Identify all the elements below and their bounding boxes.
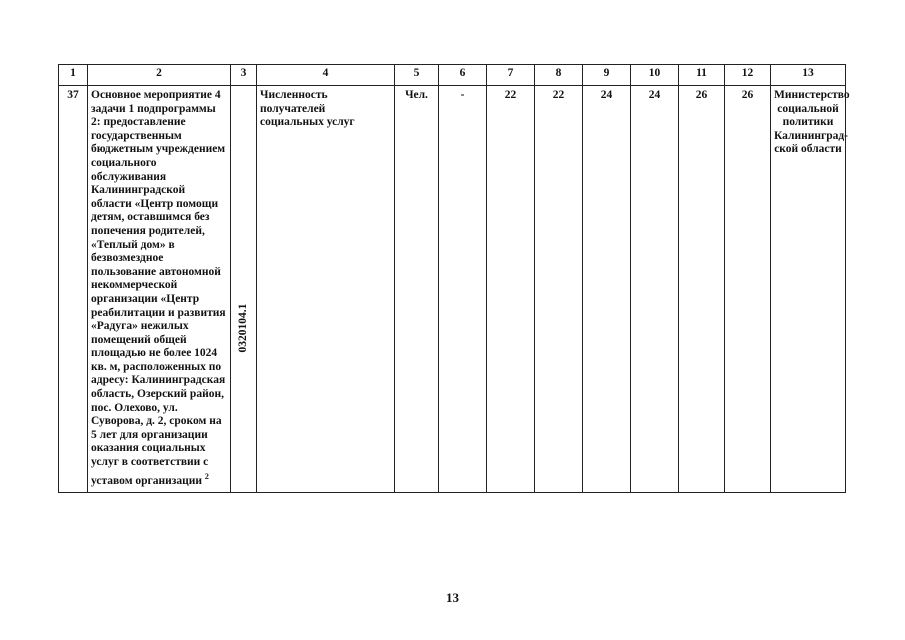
- activity-description: [88, 86, 231, 493]
- value-col-7: 22: [487, 86, 535, 493]
- header-cell-10: 10: [631, 65, 679, 86]
- budget-code-cell: [231, 86, 257, 493]
- header-cell-4: 4: [257, 65, 395, 86]
- header-cell-1: 1: [59, 65, 88, 86]
- value-col-11: 26: [679, 86, 725, 493]
- activity-description-text: Основное мероприятие 4 задачи 1 подпрограммы 2: предоставление государственным бюджетным учреждением социального обслуживания Калининградской области «Центр помощи детям, оставшимся без попечения родителей, «Теплый дом» в безвозмездное пользование автономной некоммерческой организации «Центр реабилитации и развития «Радуга» нежилых помещений общей площадью не более 1024 кв. м, расположенных по адресу: Калининградская область, Озерский район, пос. Олехово, ул. Суворова, д. 2, сроком на 5 лет для организации оказания социальных услуг в соответствии с уставом организации: [91, 89, 226, 487]
- value-col-12: 26: [725, 86, 771, 493]
- budget-code: 0320104.1: [236, 303, 249, 353]
- header-cell-9: 9: [583, 65, 631, 86]
- header-cell-12: 12: [725, 65, 771, 86]
- table-row: [59, 86, 846, 493]
- indicator-table: [58, 64, 850, 493]
- header-cell-8: 8: [535, 65, 583, 86]
- value-col-9: 24: [583, 86, 631, 493]
- header-row: [59, 65, 846, 86]
- header-cell-3: 3: [231, 65, 257, 86]
- header-cell-11: 11: [679, 65, 725, 86]
- row-number: 37: [59, 86, 88, 493]
- page-number: 13: [446, 590, 459, 605]
- header-cell-5: 5: [395, 65, 439, 86]
- header-cell-2: 2: [88, 65, 231, 86]
- unit: Чел.: [395, 86, 439, 493]
- header-cell-13: 13: [771, 65, 846, 86]
- responsible-executor: Министерство социальной политики Калининград-ской области: [771, 86, 846, 493]
- value-col-10: 24: [631, 86, 679, 493]
- value-col-8: 22: [535, 86, 583, 493]
- header-cell-6: 6: [439, 65, 487, 86]
- header-cell-7: 7: [487, 65, 535, 86]
- footnote-marker: 2: [204, 471, 209, 481]
- value-col-6: -: [439, 86, 487, 493]
- indicator-name: Численность получателей социальных услуг: [257, 86, 395, 493]
